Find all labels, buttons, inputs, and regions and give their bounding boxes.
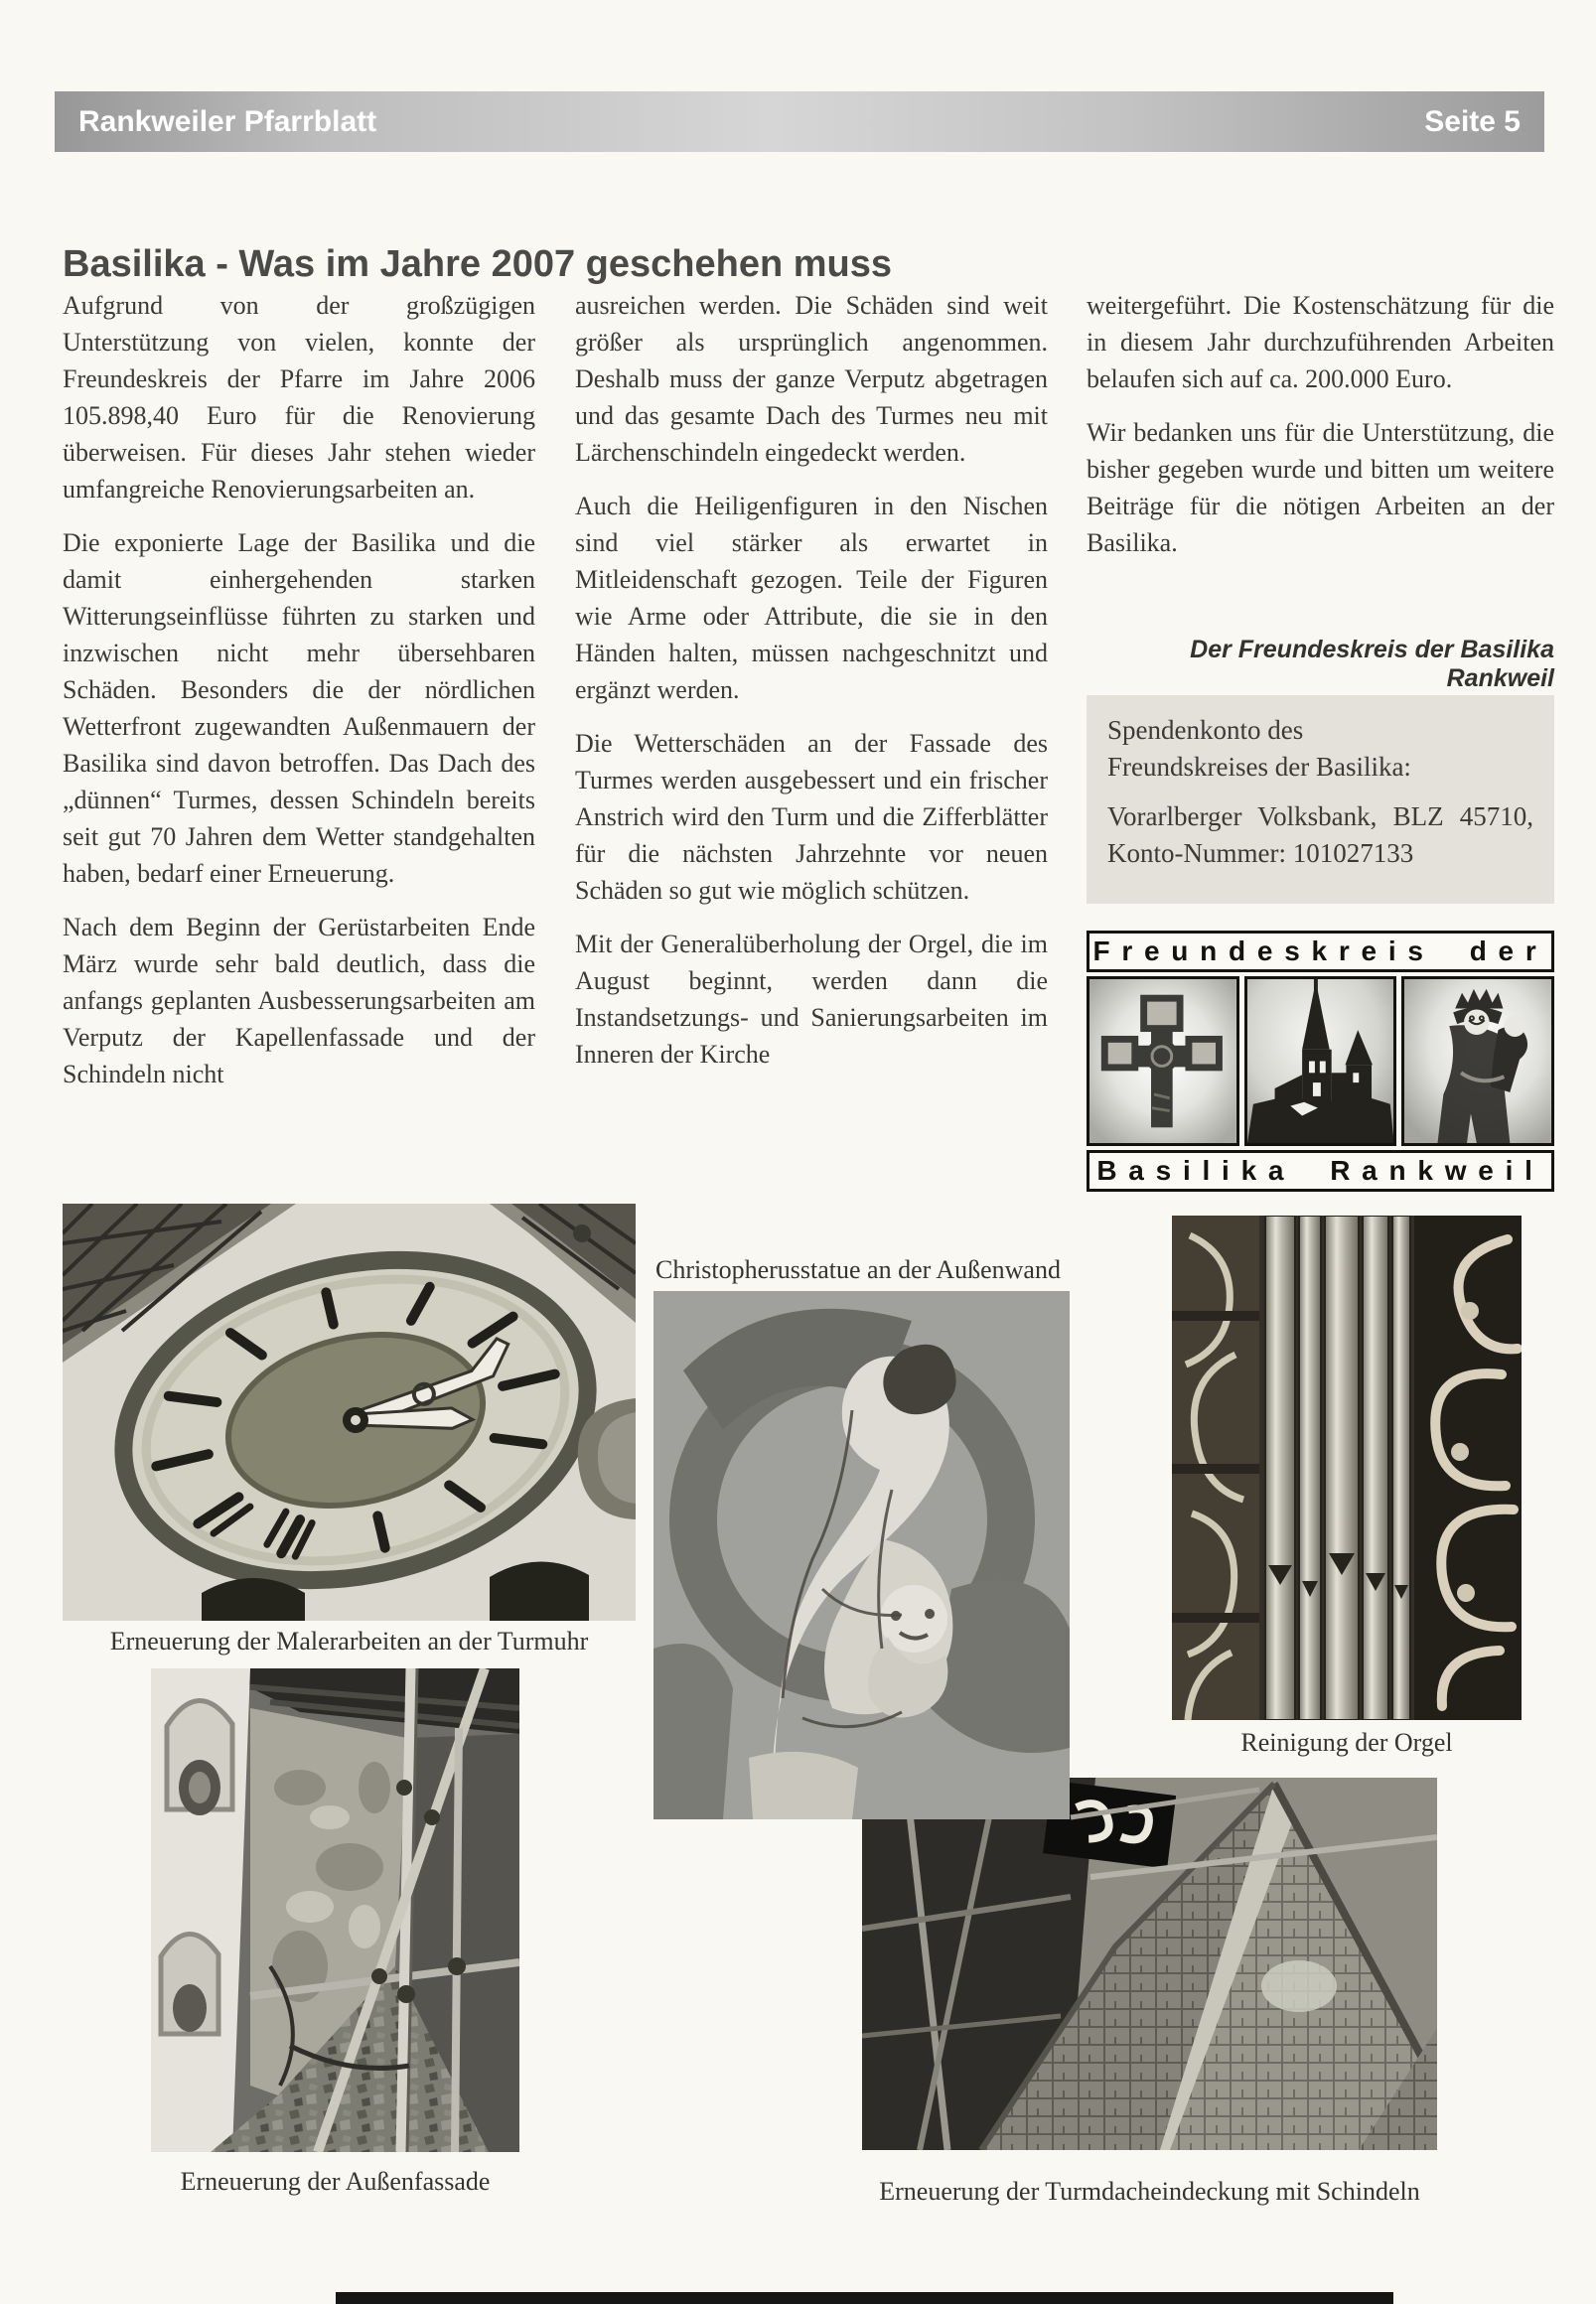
article-title: Basilika - Was im Jahre 2007 geschehen muss [63, 243, 892, 286]
header-bar [55, 91, 1544, 152]
caption-organ: Reinigung der Orgel [1240, 1728, 1453, 1757]
photo-organ-pipes [1172, 1216, 1522, 1720]
paragraph: Auch die Heiligenfiguren in den Nischen sind viel stärker als erwartet in Mitleidenschaft gezogen. Teile der Figuren wie Arme oder Attribute, die sie in den Händen halten, müssen nachgeschnitzt und ergänzt werden. [575, 492, 1048, 704]
bottom-print-bar [336, 2292, 1393, 2304]
cross-icon [1087, 976, 1239, 1146]
paragraph: Mit der Generalüberholung der Orgel, die im August beginnt, werden dann die Instandsetzungs- und Sanierungsarbeiten im Inneren der Kirche [575, 930, 1048, 1069]
photo-christopherus-statue [653, 1291, 1070, 1819]
paragraph: Nach dem Beginn der Gerüstarbeiten Ende März wurde sehr bald deutlich, dass die anfangs geplanten Ausbesserungsarbeiten am Verputz der Kapellenfassade und der Schindeln nicht [63, 913, 535, 1088]
article-column-3 [1087, 287, 1554, 578]
paragraph: Wir bedanken uns für die Unterstützung, die bisher gegeben wurde und bitten um weitere Beiträge für die nötigen Arbeiten an der Basilika. [1087, 418, 1554, 557]
caption-facade: Erneuerung der Außenfassade [180, 2167, 491, 2196]
donation-line: Freundskreises der Basilika: [1107, 752, 1411, 782]
freundeskreis-logo-box [1087, 931, 1554, 1192]
paragraph: Aufgrund von der großzügigen Unterstützung von vielen, konnte der Freundeskreis der Pfarre im Jahre 2006 105.898,40 Euro für die Renovierung überweisen. Für dieses Jahr stehen wieder umfangreiche Renovierungsarbeiten an. [63, 291, 535, 504]
masthead: Rankweiler Pfarrblatt [78, 104, 377, 138]
caption-tower-clock: Erneuerung der Malerarbeiten an der Turmuhr [109, 1627, 589, 1656]
page-number: Seite 5 [1424, 104, 1521, 138]
article-signature: Der Freundeskreis der Basilika Rankweil [1190, 636, 1554, 692]
paragraph: weitergeführt. Die Kostenschätzung für die in diesem Jahr durchzuführenden Arbeiten belaufen sich auf ca. 200.000 Euro. [1087, 291, 1554, 393]
article-column-1 [63, 287, 535, 1109]
caption-roof: Erneuerung der Turmdacheindeckung mit Schindeln [879, 2177, 1420, 2206]
basilica-icon [1244, 976, 1397, 1146]
article-column-2 [575, 287, 1048, 1089]
paragraph: Die Wetterschäden an der Fassade des Turmes werden ausgebessert und ein frischer Anstrich wird den Turm und die Zifferblätter für die nächsten Jahrzehnte vor neuen Schäden so gut wie möglich schützen. [575, 729, 1048, 905]
logo-bottom-band: Basilika Rankweil [1087, 1150, 1554, 1192]
photo-tower-clock [63, 1204, 636, 1621]
logo-panels [1087, 976, 1554, 1146]
paragraph: ausreichen werden. Die Schäden sind weit größer als ursprünglich angenommen. Deshalb muss der ganze Verputz abgetragen und das gesamte Dach des Turmes neu mit Lärchenschindeln eingedeckt werden. [575, 291, 1048, 467]
donation-line: Spendenkonto des [1107, 715, 1304, 745]
logo-top-band: Freundeskreis der [1087, 931, 1554, 972]
donation-bank-info: Vorarlberger Volksbank, BLZ 45710, Konto-Nummer: 101027133 [1107, 801, 1533, 868]
photo-facade-scaffolding [151, 1668, 519, 2152]
madonna-icon [1401, 976, 1554, 1146]
photo-roof-shingles [862, 1778, 1437, 2150]
donation-account-box [1087, 695, 1554, 904]
caption-statue: Christopherusstatue an der Außenwand [655, 1255, 1061, 1284]
paragraph: Die exponierte Lage der Basilika und die damit einhergehenden starken Witterungseinflüsse führten zu starken und inzwischen nicht mehr übersehbaren Schäden. Besonders die der nördlichen Wetterfront zugewandten Außenmauern der Basilika sind davon betroffen. Das Dach des „dünnen“ Turmes, dessen Schindeln bereits seit gut 70 Jahren dem Wetter standgehalten haben, bedarf einer Erneuerung. [63, 528, 535, 888]
